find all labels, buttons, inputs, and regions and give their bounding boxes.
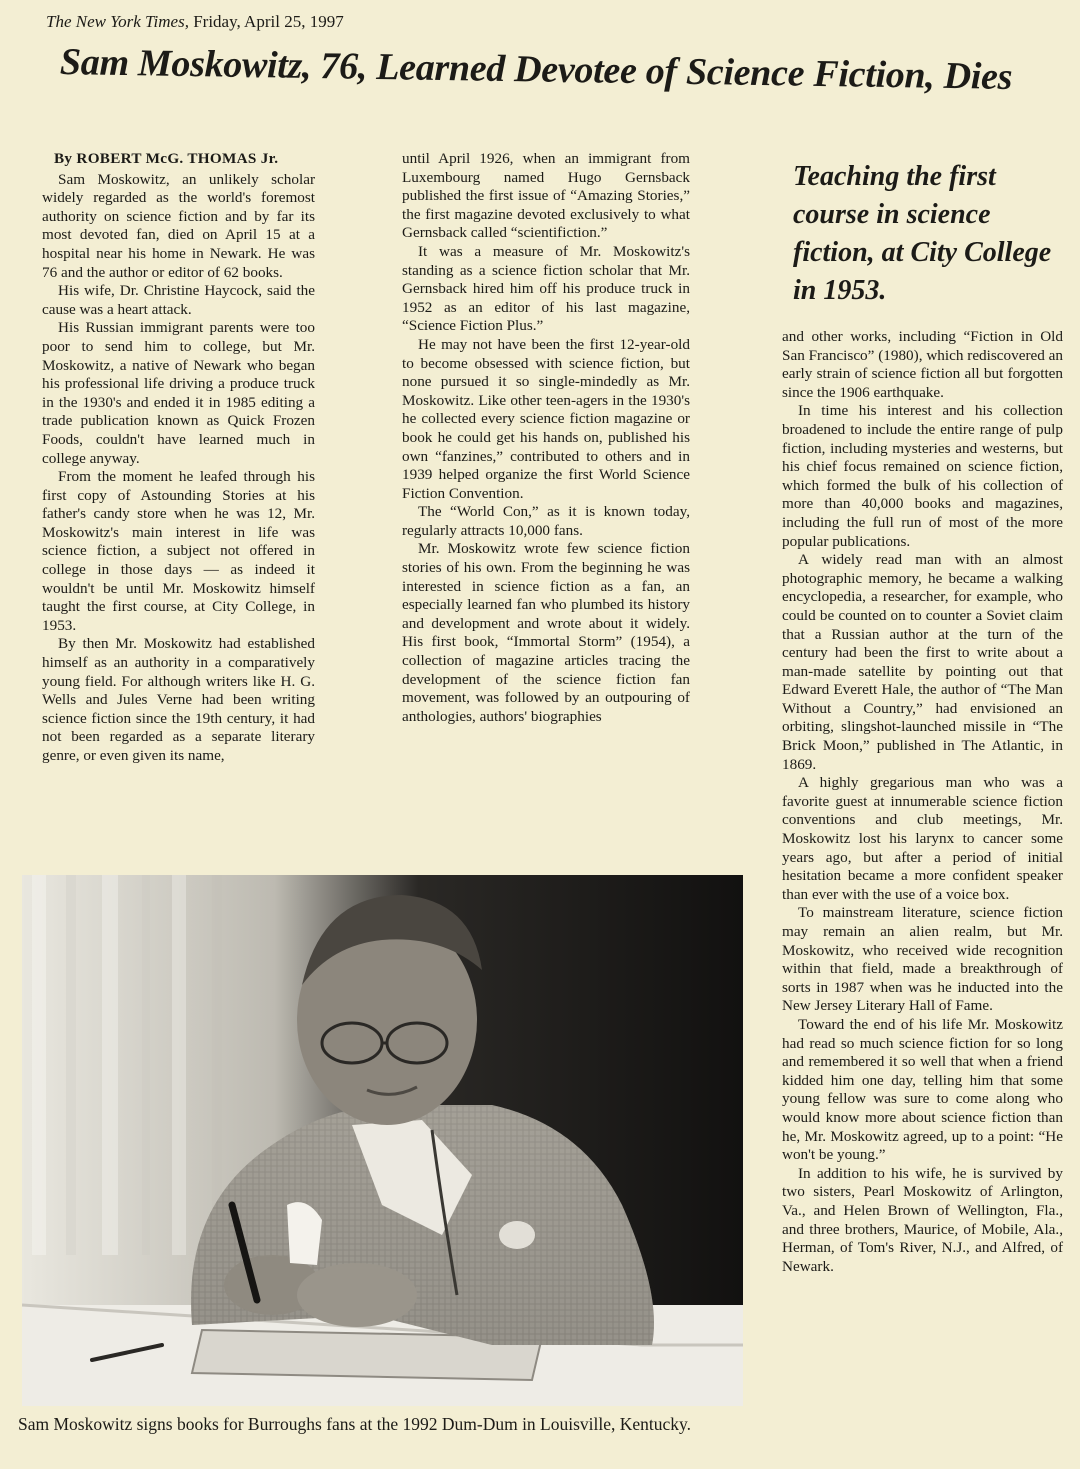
pull-quote: Teaching the first course in science fiction, at City College in 1953. (793, 161, 1052, 306)
paragraph: Toward the end of his life Mr. Moskowitz had read so much science fiction for so long and remembered it so well that when a friend kidded him one day, telling him that some young fellow was sure to come along who would know more about science fiction than he, Mr. Moskowitz agreed, up to a point: “He won't be young.” (782, 1015, 1063, 1164)
paragraph: To mainstream literature, science fiction may remain an alien realm, but Mr. Moskowitz, who received wide recognition within that field, made a breakthrough of sorts in 1987 when was he inducted into the New Jersey Literary Hall of Fame. (782, 904, 1063, 1015)
paragraph: Sam Moskowitz, an unlikely scholar widely regarded as the world's foremost authority on science fiction and by far its most devoted fan, died on April 15 at a hospital near his home in Newark. He was 76 and the author or editor of 62 books. (42, 170, 315, 281)
dateline (46, 12, 344, 32)
paragraph: His wife, Dr. Christine Haycock, said the cause was a heart attack. (42, 282, 315, 318)
article-column-1 (42, 150, 315, 766)
paragraph: Mr. Moskowitz wrote few science fiction stories of his own. From the beginning he was interested in science fiction as a fan, an especially learned fan who plumbed its history and development and wrote about it widely. His first book, “Immortal Storm” (1954), a collection of magazine articles tracing the development of the science fiction fan movement, was followed by an outpouring of anthologies, authors' biographies (402, 540, 690, 725)
photo-caption: Sam Moskowitz signs books for Burroughs fans at the 1992 Dum-Dum in Louisville, Kentucky. (18, 1414, 692, 1434)
paragraph: A widely read man with an almost photographic memory, he became a walking encyclopedia, a researcher, for example, who could be counted on to counter a Soviet claim that a Russian author at the turn of the century had been the first to write about a man-made satellite by pointing out that Edward Everett Hale, the author of “The Man Without a Country,” had envisioned an orbiting, slingshot-launched missile in “The Brick Moon,” published in The Atlantic, in 1869. (782, 551, 1063, 773)
paragraph: In addition to his wife, he is survived by two sisters, Pearl Moskowitz of Arlington, Va., and Helen Brown of Wellington, Fla., and three brothers, Maurice, of Mobile, Ala., Herman, of Tom's River, N.J., and Alfred, of Newark. (782, 1164, 1063, 1275)
byline: By ROBERT McG. THOMAS Jr. (54, 150, 279, 167)
article-column-2 (402, 150, 690, 726)
paragraph: He may not have been the first 12-year-old to become obsessed with science fiction, but none pursued it so single-mindedly as Mr. Moskowitz. Like other teen-agers in the 1930's he collected every science fiction magazine or book he could get his hands on, published his own “fanzines,” contributed to others and in 1939 helped organize the first World Science Fiction Convention. (402, 335, 690, 502)
paragraph: and other works, including “Fiction in Old San Francisco” (1980), which rediscovered an early strain of science fiction all but forgotten since the 1906 earthquake. (782, 328, 1063, 401)
paragraph: His Russian immigrant parents were too poor to send him to college, but Mr. Moskowitz, a native of Newark who began his professional life driving a produce truck in the 1930's and ended it in 1985 editing a trade publication known as Quick Frozen Foods, couldn't have learned much in college anyway. (42, 319, 315, 467)
paragraph: It was a measure of Mr. Moskowitz's standing as a science fiction scholar that Mr. Gernsback hired him off his produce truck in 1952 as an editor of his last magazine, “Science Fiction Plus.” (402, 242, 690, 335)
article-column-3 (782, 328, 1063, 1276)
paragraph: From the moment he leafed through his first copy of Astounding Stories at his father's candy store when he was 12, Mr. Moskowitz's main interest in life was science fiction, a subject not offered in college in those days — as indeed it wouldn't be until Mr. Moskowitz himself taught the first course, at City College, in 1953. (42, 468, 315, 634)
paragraph: until April 1926, when an immigrant from Luxembourg named Hugo Gernsback published the first issue of “Amazing Stories,” the first magazine devoted exclusively to what Gernsback called “scientifiction.” (402, 150, 690, 242)
publication-name: The New York Times, (46, 12, 189, 31)
paragraph: A highly gregarious man who was a favorite guest at innumerable science fiction conventions and club meetings, Mr. Moskowitz lost his larynx to cancer some years ago, but after a period of initial hesitation became a more confident speaker than ever with the use of a voice box. (782, 774, 1063, 903)
paragraph: In time his interest and his collection broadened to include the entire range of pulp fiction, including mysteries and westerns, but his chief focus remained on science fiction, which formed the bulk of his collection of more than 40,000 books and magazines, including the full run of most of the more popular publications. (782, 402, 1063, 550)
paragraph: The “World Con,” as it is known today, regularly attracts 10,000 fans. (402, 503, 690, 539)
headline: Sam Moskowitz, 76, Learned Devotee of Science Fiction, Dies (59, 41, 1013, 98)
publication-date: Friday, April 25, 1997 (188, 12, 344, 31)
photo-illustration (22, 875, 743, 1406)
article-photo (22, 875, 743, 1406)
paragraph: By then Mr. Moskowitz had established himself as an authority in a comparatively young field. For although writers like H. G. Wells and Jules Verne had been writing science fiction since the 19th century, it had not been regarded as a separate literary genre, or even given its name, (42, 635, 315, 764)
